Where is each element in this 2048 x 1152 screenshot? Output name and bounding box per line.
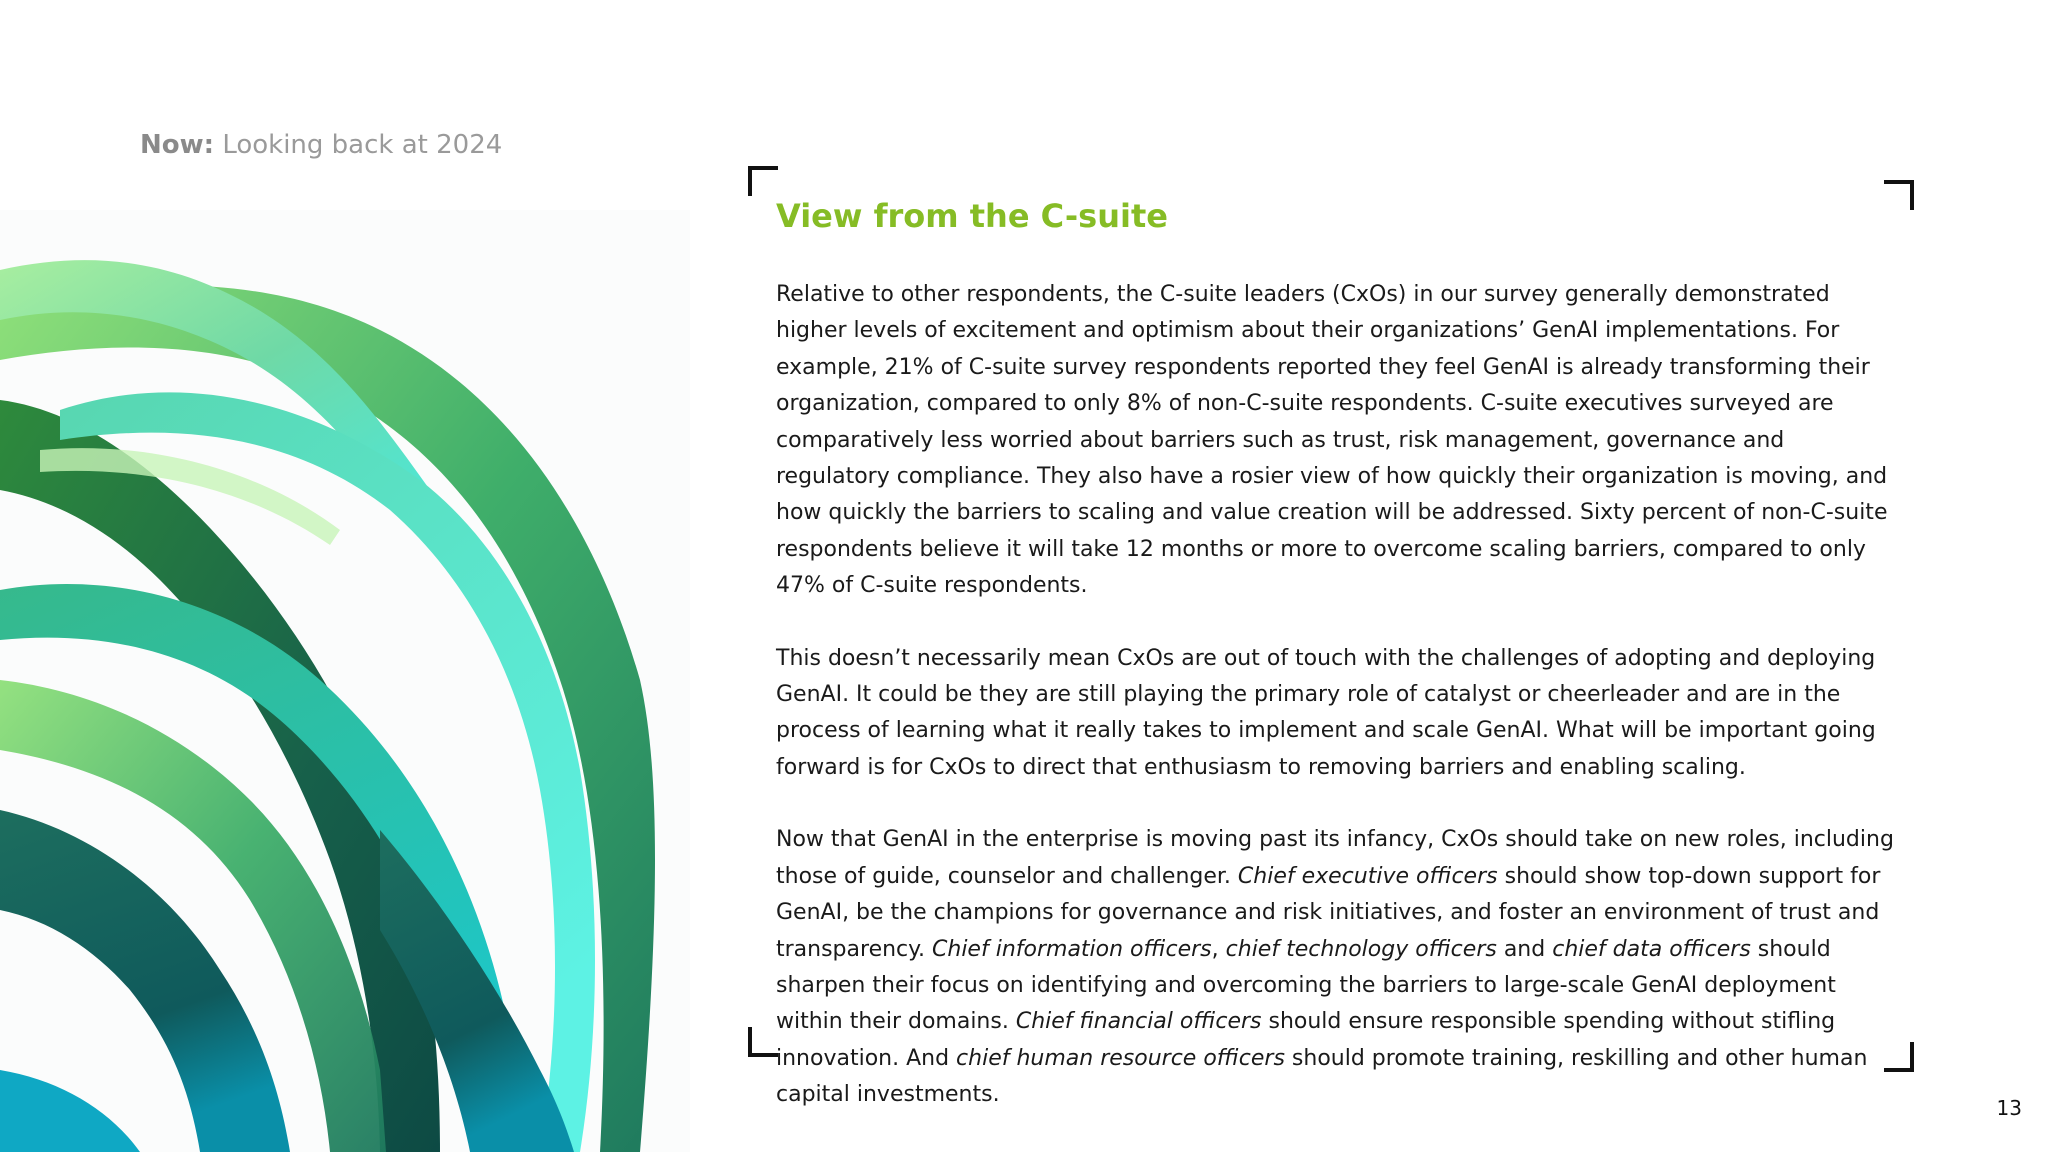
p3-role-chro: chief human resource officers	[956, 1045, 1285, 1071]
paragraph-2: This doesn’t necessarily mean CxOs are out of touch with the challenges of adopting and deploying GenAI. It could be they are still playing the primary role of catalyst or cheerleader and are in the process of learning what it really takes to implement and scale GenAI. What will be important going forward is for CxOs to direct that enthusiasm to removing barriers and enabling scaling.	[776, 645, 1876, 780]
article-content	[776, 195, 1896, 1150]
p3-text-2: should show top-down support for GenAI, be the champions for governance and risk initiatives, and foster an environment of trust and transparency.	[776, 863, 1881, 962]
section-label: Now:	[140, 130, 215, 160]
p3-role-cio: Chief information officers	[932, 936, 1212, 962]
p3-text-1: Now that GenAI in the enterprise is moving past its infancy, CxOs should take on new roles, including those of guide, counselor and challenger.	[776, 827, 1894, 889]
p3-text-3: ,	[1211, 936, 1226, 962]
ribbon-artwork	[0, 210, 690, 1152]
frame-corner-top-left	[748, 166, 778, 196]
p3-text-6: should ensure responsible spending without stifling innovation. And	[776, 1009, 1836, 1071]
p3-text-7: should promote training, reskilling and other human capital investments.	[776, 1045, 1868, 1108]
p3-role-cfo: Chief financial officers	[1015, 1009, 1262, 1035]
paragraph-3	[776, 822, 1896, 1113]
section-eyebrow	[140, 130, 502, 160]
frame-corner-bottom-left	[748, 1027, 778, 1057]
p3-role-ceo: Chief executive officers	[1237, 863, 1498, 889]
article-title: View from the C-suite	[776, 197, 1168, 235]
page-number: 13	[1996, 1096, 2022, 1120]
p3-role-cto: chief technology officers	[1225, 936, 1497, 962]
paragraph-1: Relative to other respondents, the C-suite leaders (CxOs) in our survey generally demonstrated higher levels of excitement and optimism about their organizations’ GenAI implementations. For example, 21% of C-suite survey respondents reported they feel GenAI is already transforming their organization, compared to only 8% of non-C-suite respondents. C-suite executives surveyed are comparatively less worried about barriers such as trust, risk management, governance and regulatory compliance. They also have a rosier view of how quickly their organization is moving, and how quickly the barriers to scaling and value creation will be addressed. Sixty percent of non-C-suite respondents believe it will take 12 months or more to overcome scaling barriers, compared to only 47% of C-suite respondents.	[776, 282, 1888, 599]
p3-text-4: and	[1496, 936, 1553, 962]
section-title: Looking back at 2024	[222, 130, 503, 160]
p3-text-5: should sharpen their focus on identifying and overcoming the barriers to large-scale GenAI deployment within their domains.	[776, 936, 1836, 1035]
p3-role-cdo: chief data officers	[1552, 936, 1751, 962]
